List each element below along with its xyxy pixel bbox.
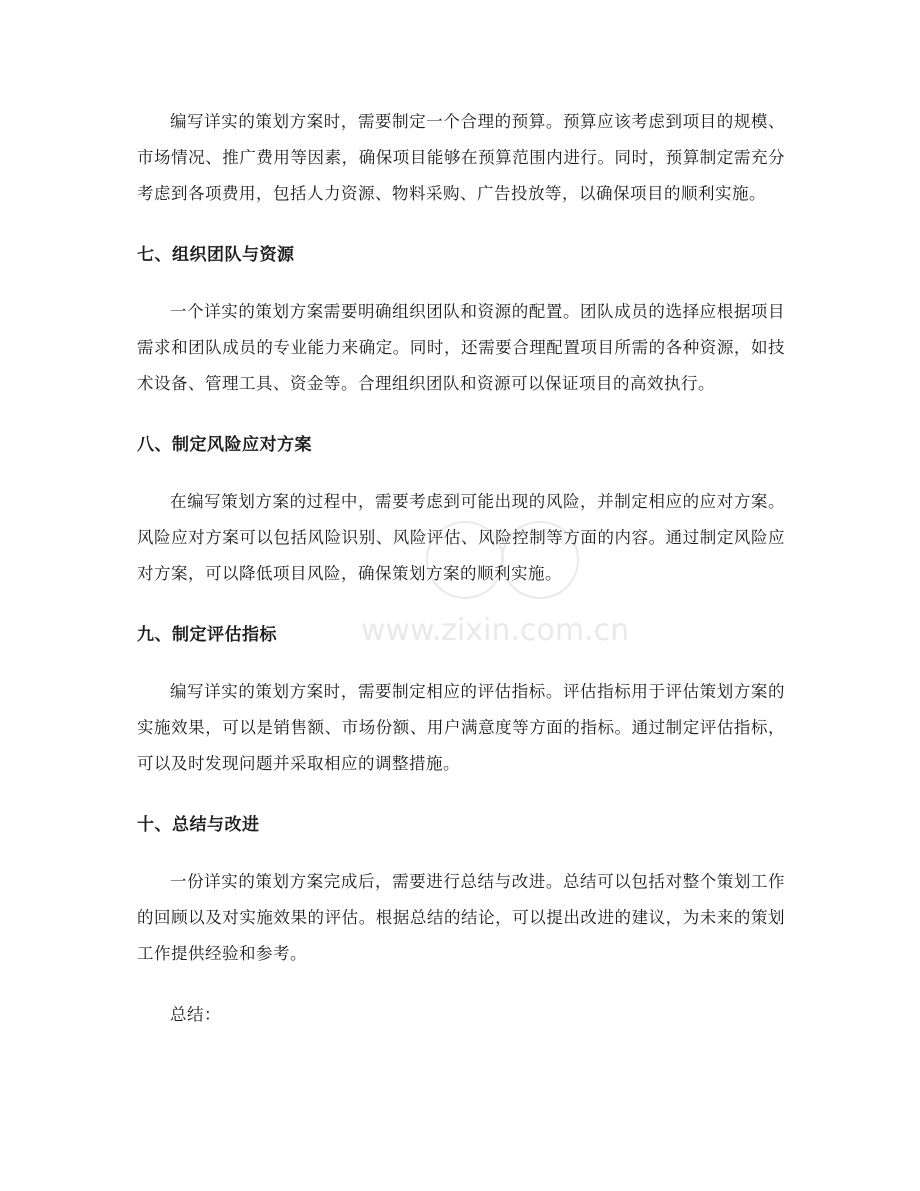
section-heading-9: 九、制定评估指标 — [137, 625, 277, 645]
section-heading-7: 七、组织团队与资源 — [137, 245, 295, 265]
summary-label: 总结： — [170, 1005, 221, 1024]
watermark-text: www.zixin.com.cn — [360, 613, 630, 648]
section-heading-10: 十、总结与改进 — [137, 815, 260, 835]
paragraph-evaluation-metrics: 编写详实的策划方案时，需要制定相应的评估指标。评估指标用于评估策划方案的实施效果，可以是销售额、市场份额、用户满意度等方面的指标。通过制定评估指标，可以及时发现问题并采取相应的调整措施。 — [137, 682, 785, 773]
document-body — [137, 104, 785, 1033]
section-heading-8: 八、制定风险应对方案 — [137, 435, 312, 455]
paragraph-team-resources: 一个详实的策划方案需要明确组织团队和资源的配置。团队成员的选择应根据项目需求和团队成员的专业能力来确定。同时，还需要合理配置项目所需的各种资源，如技术设备、管理工具、资金等。合理组织团队和资源可以保证项目的高效执行。 — [137, 302, 785, 393]
paragraph-budget: 编写详实的策划方案时，需要制定一个合理的预算。预算应该考虑到项目的规模、市场情况、推广费用等因素，确保项目能够在预算范围内进行。同时，预算制定需充分考虑到各项费用，包括人力资源、物料采购、广告投放等，以确保项目的顺利实施。 — [137, 112, 785, 203]
paragraph-summary-improve: 一份详实的策划方案完成后，需要进行总结与改进。总结可以包括对整个策划工作的回顾以及对实施效果的评估。根据总结的结论，可以提出改进的建议，为未来的策划工作提供经验和参考。 — [137, 872, 785, 963]
paragraph-risk-plan: 在编写策划方案的过程中，需要考虑到可能出现的风险，并制定相应的应对方案。风险应对方案可以包括风险识别、风险评估、风险控制等方面的内容。通过制定风险应对方案，可以降低项目风险，确保策划方案的顺利实施。 — [137, 492, 785, 583]
